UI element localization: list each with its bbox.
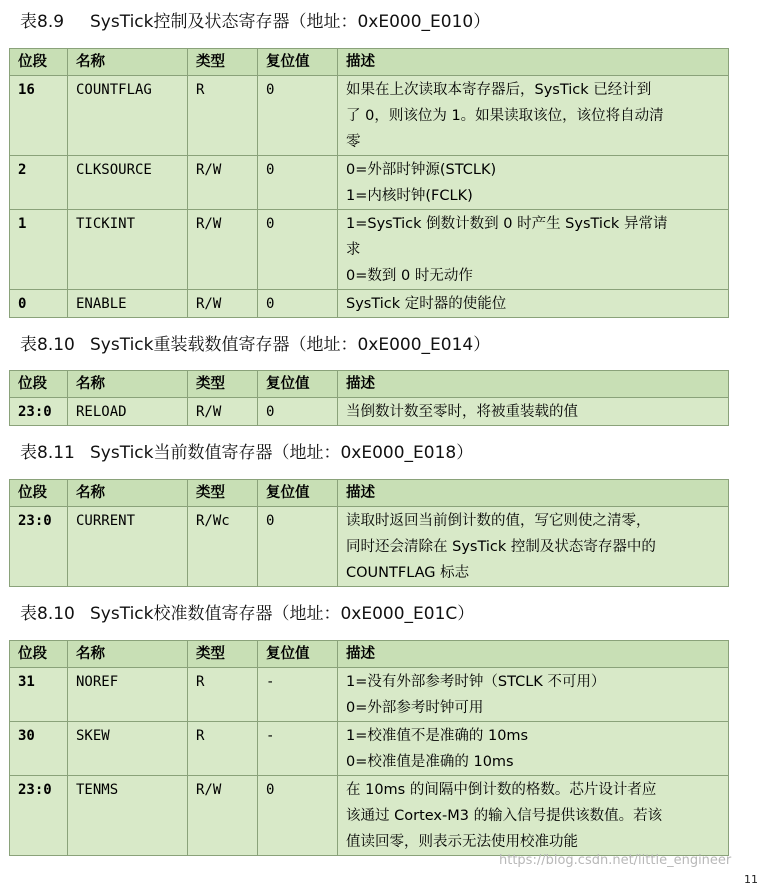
description-cell (338, 290, 729, 318)
access-type-cell: R (188, 722, 258, 776)
bit-field-cell: 23:0 (10, 507, 68, 587)
bit-field-cell: 16 (10, 76, 68, 156)
reset-value-cell: 0 (258, 290, 338, 318)
access-type-cell: R/W (188, 210, 258, 290)
description-line: 1=校准值不是准确的 10ms (346, 728, 529, 744)
description-cell (338, 156, 729, 210)
access-type-cell: R/W (188, 776, 258, 856)
register-table (9, 370, 729, 426)
table-row (10, 156, 729, 210)
table-number: 表8.9 (20, 12, 65, 32)
description-cell (338, 398, 729, 426)
reset-value-cell: 0 (258, 776, 338, 856)
reset-value-cell: 0 (258, 507, 338, 587)
watermark-text: https://blog.csdn.net/little_engineer (499, 853, 732, 868)
table-caption (20, 442, 473, 464)
reset-value-cell: 0 (258, 398, 338, 426)
access-type-cell: R/W (188, 290, 258, 318)
reset-value-cell: 0 (258, 210, 338, 290)
description-line: 了 0，则该位为 1。如果读取该位，该位将自动清 (346, 108, 664, 124)
description-cell (338, 507, 729, 587)
description-line: 0=校准值是准确的 10ms (346, 754, 514, 770)
column-header: 复位值 (258, 641, 338, 668)
description-line: 该通过 Cortex-M3 的输入信号提供该数值。若该 (346, 808, 663, 824)
field-name-cell: NOREF (68, 668, 188, 722)
column-header: 位段 (10, 49, 68, 76)
column-header: 复位值 (258, 49, 338, 76)
bit-field-cell: 23:0 (10, 776, 68, 856)
column-header: 类型 (188, 480, 258, 507)
description-line: 如果在上次读取本寄存器后，SysTick 已经计到 (346, 82, 652, 98)
description-line: 1=没有外部参考时钟（STCLK 不可用） (346, 674, 606, 690)
column-header: 类型 (188, 641, 258, 668)
bit-field-cell: 23:0 (10, 398, 68, 426)
table-row (10, 507, 729, 587)
description-cell (338, 76, 729, 156)
description-line: 0=外部参考时钟可用 (346, 700, 484, 716)
column-header: 名称 (68, 49, 188, 76)
column-header: 描述 (338, 49, 729, 76)
field-name-cell: RELOAD (68, 398, 188, 426)
description-line: 零 (346, 134, 361, 150)
field-name-cell: TICKINT (68, 210, 188, 290)
table-caption (20, 334, 490, 356)
table-number: 表8.11 (20, 443, 75, 463)
table-caption (20, 11, 490, 33)
field-name-cell: CURRENT (68, 507, 188, 587)
description-line: SysTick 定时器的使能位 (346, 296, 507, 312)
description-line: 同时还会清除在 SysTick 控制及状态寄存器中的 (346, 539, 656, 555)
table-number: 表8.10 (20, 335, 75, 355)
page-number: 11 (744, 873, 758, 886)
field-name-cell: COUNTFLAG (68, 76, 188, 156)
field-name-cell: ENABLE (68, 290, 188, 318)
description-line: 1=内核时钟(FCLK) (346, 188, 473, 204)
column-header: 类型 (188, 371, 258, 398)
column-header: 描述 (338, 641, 729, 668)
table-row (10, 722, 729, 776)
access-type-cell: R (188, 76, 258, 156)
column-header: 位段 (10, 480, 68, 507)
table-title: SysTick当前数值寄存器（地址：0xE000_E018） (90, 443, 474, 463)
description-line: 0=数到 0 时无动作 (346, 268, 473, 284)
reset-value-cell: - (258, 722, 338, 776)
column-header: 描述 (338, 480, 729, 507)
table-row (10, 290, 729, 318)
description-line: 0=外部时钟源(STCLK) (346, 162, 497, 178)
field-name-cell: TENMS (68, 776, 188, 856)
access-type-cell: R/W (188, 156, 258, 210)
description-line: COUNTFLAG 标志 (346, 565, 470, 581)
description-line: 读取时返回当前倒计数的值，写它则使之清零， (346, 513, 651, 529)
reset-value-cell: 0 (258, 76, 338, 156)
column-header: 复位值 (258, 371, 338, 398)
table-title: SysTick校准数值寄存器（地址：0xE000_E01C） (90, 604, 475, 624)
access-type-cell: R (188, 668, 258, 722)
field-name-cell: SKEW (68, 722, 188, 776)
description-line: 求 (346, 242, 361, 258)
column-header: 类型 (188, 49, 258, 76)
table-header-row (10, 49, 729, 76)
description-line: 1=SysTick 倒数计数到 0 时产生 SysTick 异常请 (346, 216, 668, 232)
table-title: SysTick重装载数值寄存器（地址：0xE000_E014） (90, 335, 491, 355)
column-header: 名称 (68, 480, 188, 507)
column-header: 位段 (10, 641, 68, 668)
description-line: 在 10ms 的间隔中倒计数的格数。芯片设计者应 (346, 782, 657, 798)
description-cell (338, 776, 729, 856)
register-table (9, 48, 729, 318)
description-cell (338, 722, 729, 776)
bit-field-cell: 1 (10, 210, 68, 290)
access-type-cell: R/W (188, 398, 258, 426)
table-caption (20, 603, 474, 625)
column-header: 名称 (68, 641, 188, 668)
table-header-row (10, 371, 729, 398)
column-header: 描述 (338, 371, 729, 398)
description-line: 值读回零，则表示无法使用校准功能 (346, 834, 578, 850)
table-title: SysTick控制及状态寄存器（地址：0xE000_E010） (90, 12, 491, 32)
description-cell (338, 668, 729, 722)
column-header: 名称 (68, 371, 188, 398)
bit-field-cell: 0 (10, 290, 68, 318)
table-header-row (10, 480, 729, 507)
bit-field-cell: 30 (10, 722, 68, 776)
reset-value-cell: 0 (258, 156, 338, 210)
bit-field-cell: 31 (10, 668, 68, 722)
description-line: 当倒数计数至零时，将被重装载的值 (346, 404, 578, 420)
register-table (9, 640, 729, 856)
column-header: 位段 (10, 371, 68, 398)
table-header-row (10, 641, 729, 668)
field-name-cell: CLKSOURCE (68, 156, 188, 210)
bit-field-cell: 2 (10, 156, 68, 210)
table-row (10, 76, 729, 156)
description-cell (338, 210, 729, 290)
table-row (10, 398, 729, 426)
table-row (10, 210, 729, 290)
column-header: 复位值 (258, 480, 338, 507)
register-table (9, 479, 729, 587)
access-type-cell: R/Wc (188, 507, 258, 587)
table-number: 表8.10 (20, 604, 75, 624)
table-row (10, 776, 729, 856)
table-row (10, 668, 729, 722)
reset-value-cell: - (258, 668, 338, 722)
